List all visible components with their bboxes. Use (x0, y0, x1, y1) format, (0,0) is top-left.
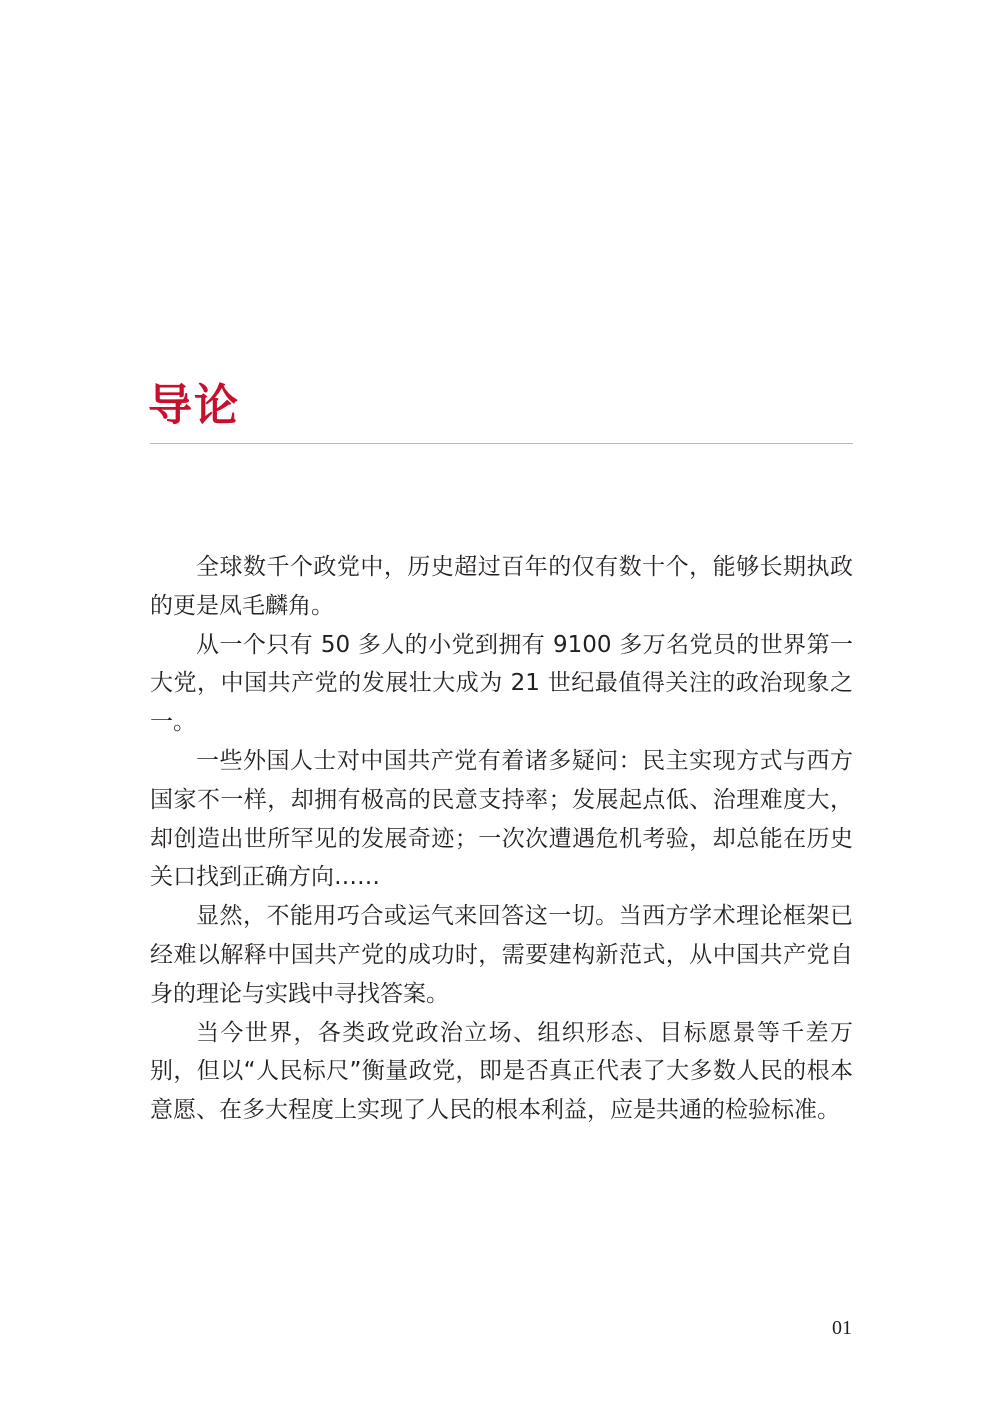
paragraph: 当今世界，各类政党政治立场、组织形态、目标愿景等千差万别，但以“人民标尺”衡量政党，即是否真正代表了大多数人民的根本意愿、在多大程度上实现了人民的根本利益，应是共通的检验标准。 (150, 1019, 853, 1124)
paragraph: 显然，不能用巧合或运气来回答这一切。当西方学术理论框架已经难以解释中国共产党的成功时，需要建构新范式，从中国共产党自身的理论与实践中寻找答案。 (150, 903, 853, 1007)
body-text (150, 548, 853, 1130)
paragraph: 一些外国人士对中国共产党有着诸多疑问：民主实现方式与西方国家不一样，却拥有极高的民意支持率；发展起点低、治理难度大，却创造出世所罕见的发展奇迹；一次次遭遇危机考验，却总能在历史关口找到正确方向…… (150, 747, 853, 891)
page-number: 01 (832, 1317, 852, 1339)
chapter-title: 导论 (148, 380, 240, 431)
paragraph: 全球数千个政党中，历史超过百年的仅有数十个，能够长期执政的更是凤毛麟角。 (150, 554, 853, 619)
title-divider (150, 443, 853, 444)
paragraph: 从一个只有 50 多人的小党到拥有 9100 多万名党员的世界第一大党，中国共产党的发展壮大成为 21 世纪最值得关注的政治现象之一。 (150, 631, 853, 736)
